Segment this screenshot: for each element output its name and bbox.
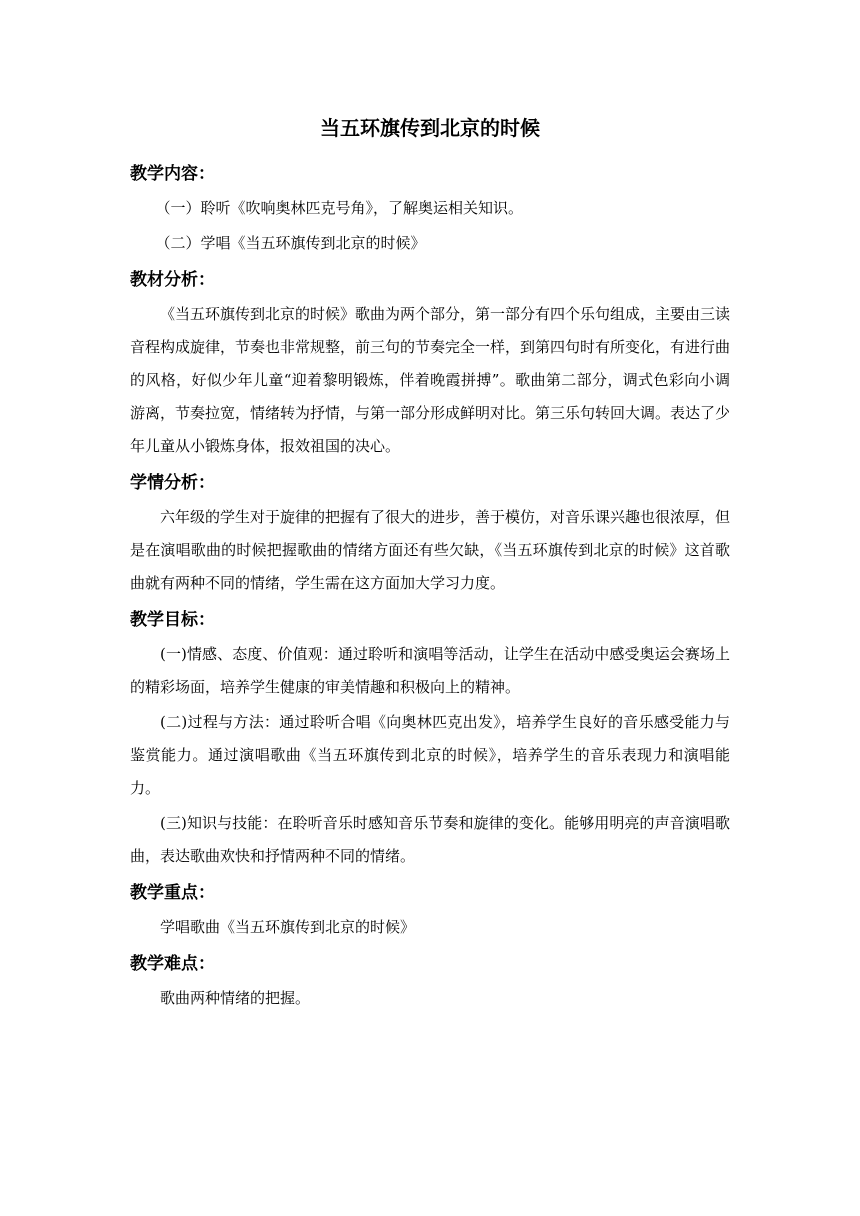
paragraph: (一)情感、态度、价值观：通过聆听和演唱等活动，让学生在活动中感受奥运会赛场上的精彩场面，培养学生健康的审美情趣和积极向上的精神。 xyxy=(130,645,730,696)
section-heading: 学情分析： xyxy=(130,473,215,493)
section-teaching-content xyxy=(130,156,730,260)
section-teaching-goals xyxy=(130,602,730,873)
paragraph: （一）聆听《吹响奥林匹克号角》，了解奥运相关知识。 xyxy=(155,199,524,217)
section-student-analysis xyxy=(130,465,730,600)
section-material-analysis xyxy=(130,262,730,463)
document-page xyxy=(130,108,730,1017)
section-heading: 教材分析： xyxy=(130,270,215,290)
paragraph: (二)过程与方法：通过聆听合唱《向奥林匹克出发》，培养学生良好的音乐感受能力与鉴赏能力。通过演唱歌曲《当五环旗传到北京的时候》，培养学生的音乐表现力和演唱能力。 xyxy=(130,713,730,797)
paragraph: 歌曲两种情绪的把握。 xyxy=(160,989,311,1007)
section-heading: 教学目标： xyxy=(130,610,215,630)
section-difficulties xyxy=(130,946,730,1015)
document-title: 当五环旗传到北京的时候 xyxy=(320,116,540,140)
section-key-points xyxy=(130,875,730,944)
section-heading: 教学难点： xyxy=(130,954,215,974)
paragraph: (三)知识与技能：在聆听音乐时感知音乐节奏和旋律的变化。能够用明亮的声音演唱歌曲，表达歌曲欢快和抒情两种不同的情绪。 xyxy=(130,814,730,865)
paragraph: 学唱歌曲《当五环旗传到北京的时候》 xyxy=(160,918,416,936)
section-heading: 教学重点： xyxy=(130,883,215,903)
section-heading: 教学内容： xyxy=(130,164,215,184)
paragraph: 《当五环旗传到北京的时候》歌曲为两个部分，第一部分有四个乐句组成，主要由三读音程构成旋律，节奏也非常规整，前三句的节奏完全一样，到第四句时有所变化，有进行曲的风格，好似少年儿童“迎着黎明锻炼，伴着晚霞拼搏”。歌曲第二部分，调式色彩向小调游离，节奏拉宽，情绪转为抒情，与第一部分形成鲜明对比。第三乐句转回大调。表达了少年儿童从小锻炼身体，报效祖国的决心。 xyxy=(130,305,731,455)
paragraph: 六年级的学生对于旋律的把握有了很大的进步，善于模仿，对音乐课兴趣也很浓厚，但是在演唱歌曲的时候把握歌曲的情绪方面还有些欠缺，《当五环旗传到北京的时候》这首歌曲就有两种不同的情绪，学生需在这方面加大学习力度。 xyxy=(130,508,731,592)
paragraph: （二）学唱《当五环旗传到北京的时候》 xyxy=(155,234,426,252)
